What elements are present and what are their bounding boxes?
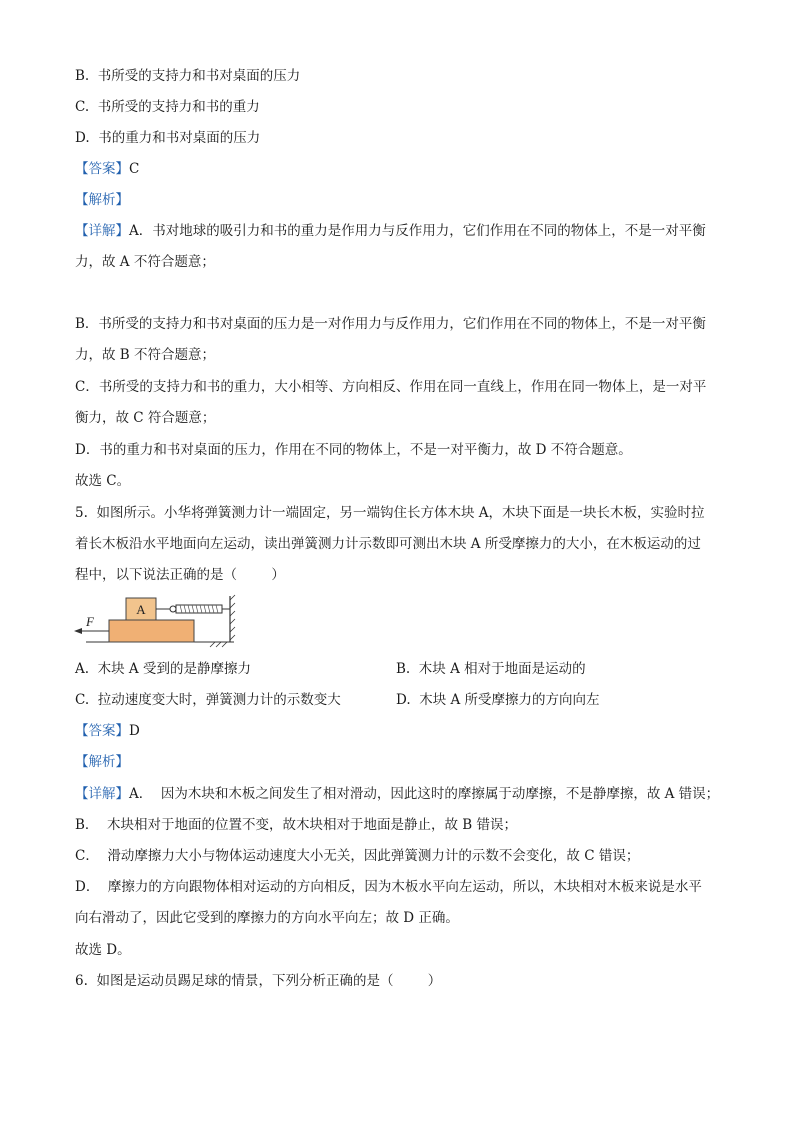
ground-hatching: [210, 642, 227, 647]
block-a-label: A: [136, 602, 146, 617]
q4-detail-a-line2: 力，故 A 不符合题意；: [75, 254, 215, 270]
detail-tag: 【详解】: [75, 223, 129, 239]
q5-detail-a: [75, 784, 719, 804]
wall-hatching: [230, 595, 235, 640]
q4-detail-c-line1: C．书所受的支持力和书的重力，大小相等、方向相反、作用在同一直线上，作用在同一物体上，是一对平: [75, 379, 707, 395]
hook-ring: [170, 606, 176, 612]
q5-analysis-tag: 【解析】: [75, 754, 129, 770]
friction-experiment-figure: [72, 592, 242, 648]
q5-stem-line2: 着长木板沿水平地面向左运动，读出弹簧测力计示数即可测出木块 A 所受摩擦力的大小，在木板运动的过: [75, 536, 701, 552]
q5-option-c: C. 拉动速度变大时，弹簧测力计的示数变大: [75, 692, 341, 708]
force-arrow-head: [74, 628, 82, 634]
answer-tag: 【答案】: [75, 723, 129, 739]
answer-value: C: [129, 161, 140, 177]
q5-option-d: D. 木块 A 所受摩擦力的方向向左: [396, 692, 600, 708]
q4-analysis-tag: 【解析】: [75, 192, 129, 208]
q4-answer-line: [75, 159, 139, 179]
q5-conclusion: 故选 D。: [75, 942, 131, 958]
detail-text: A．书对地球的吸引力和书的重力是作用力与反作用力，它们作用在不同的物体上，不是一对平衡: [129, 223, 706, 239]
q4-option-c: C. 书所受的支持力和书的重力: [75, 99, 260, 115]
answer-tag: 【答案】: [75, 161, 129, 177]
answer-value: D: [129, 723, 140, 739]
q5-stem-line1: 5. 如图所示。小华将弹簧测力计一端固定，另一端钩住长方体木块 A，木块下面是一块长木板，实验时拉: [75, 505, 705, 521]
q5-option-a: A. 木块 A 受到的是静摩擦力: [75, 661, 251, 677]
q4-detail-c-line2: 衡力，故 C 符合题意；: [75, 410, 216, 426]
q4-detail-a-line1: [75, 221, 706, 241]
q4-detail-d: D．书的重力和书对桌面的压力，作用在不同的物体上，不是一对平衡力，故 D 不符合题意。: [75, 442, 632, 458]
spring-scale: [176, 605, 222, 613]
q5-detail-d-line2: 向右滑动了，因此它受到的摩擦力的方向水平向左；故 D 正确。: [75, 910, 459, 926]
q4-detail-b-line1: B．书所受的支持力和书对桌面的压力是一对作用力与反作用力，它们作用在不同的物体上，不是一对平衡: [75, 316, 706, 332]
q5-detail-b: B． 木块相对于地面的位置不变，故木块相对于地面是静止，故 B 错误；: [75, 817, 518, 833]
q5-stem-line3: 程中，以下说法正确的是（ ）: [75, 567, 285, 583]
q4-conclusion: 故选 C。: [75, 473, 131, 489]
q5-option-b: B. 木块 A 相对于地面是运动的: [396, 661, 586, 677]
q6-stem: 6. 如图是运动员踢足球的情景，下列分析正确的是（ ）: [75, 973, 442, 989]
q4-option-d: D. 书的重力和书对桌面的压力: [75, 130, 261, 146]
q4-option-b: B. 书所受的支持力和书对桌面的压力: [75, 68, 301, 84]
detail-text: A． 因为木块和木板之间发生了相对滑动，因此这时的摩擦属于动摩擦，不是静摩擦，故 A 错误；: [129, 786, 720, 802]
long-board: [109, 620, 194, 642]
force-label: F: [86, 614, 94, 629]
q5-answer-line: [75, 721, 140, 741]
detail-tag: 【详解】: [75, 786, 129, 802]
q4-detail-b-line2: 力，故 B 不符合题意；: [75, 347, 216, 363]
q5-detail-c: C． 滑动摩擦力大小与物体运动速度大小无关，因此弹簧测力计的示数不会变化，故 C 错误；: [75, 848, 640, 864]
q5-detail-d-line1: D． 摩擦力的方向跟物体相对运动的方向相反，因为木板水平向左运动，所以，木块相对木板来说是水平: [75, 879, 702, 895]
